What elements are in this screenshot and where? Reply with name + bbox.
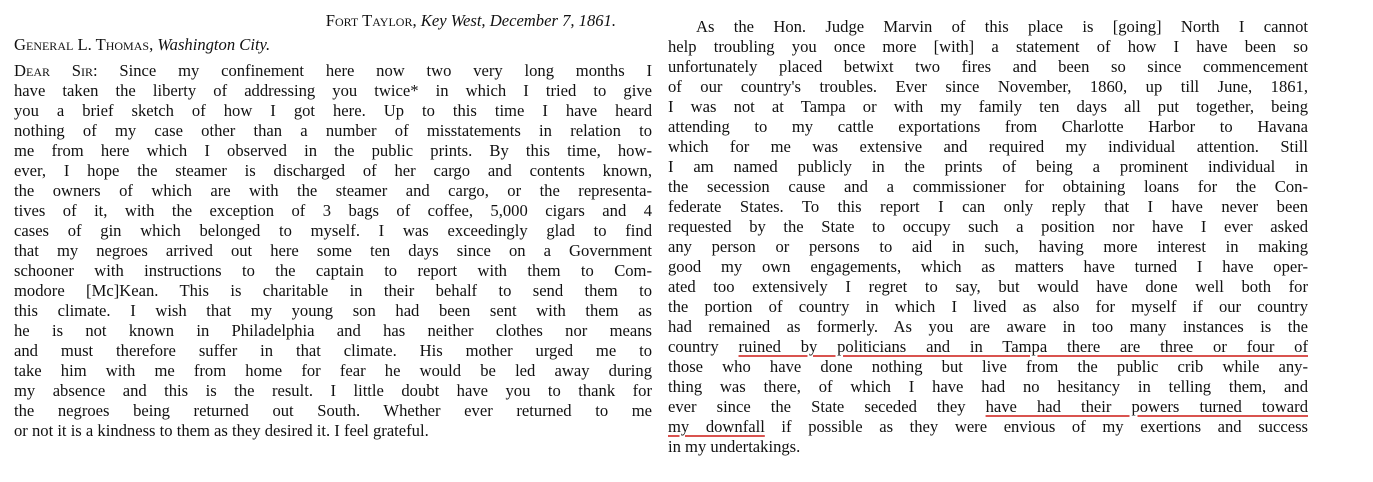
- paragraph-line: or not it is a kindness to them as they desired it. I feel grateful.: [14, 421, 429, 440]
- underlined-phrase: ruined by politicians and in Tampa there are three or four of: [738, 337, 1308, 356]
- paragraph-line: modore [Mc]Kean. This is charitable in their behalf to send them to: [14, 281, 652, 300]
- paragraph-line: nothing of my case other than a number of misstatements in relation to: [14, 121, 652, 140]
- dateline-date: Key West, December 7, 1861.: [416, 11, 616, 30]
- paragraph-line: which for me was extensive and required my individual attention. Still: [668, 137, 1308, 156]
- paragraph-line: me from here which I observed in the public prints. By this time, how-: [14, 141, 652, 160]
- underlined-phrase: have had their powers turned toward: [985, 397, 1308, 416]
- paragraph-line: he is not known in Philadelphia and has neither clothes nor means: [14, 321, 652, 340]
- paragraph-line: ever since the State seceded they have had their powers turned toward: [668, 397, 1308, 416]
- paragraph-line: had remained as formerly. As you are aware in too many instances is the: [668, 317, 1308, 336]
- paragraph-line: this climate. I wish that my young son had been sent with them as: [14, 301, 652, 320]
- paragraph-line: the owners of which are with the steamer and cargo, or the representa-: [14, 181, 652, 200]
- paragraph-line: my downfall if possible as they were envious of my exertions and success: [668, 417, 1308, 436]
- paragraph-line: in my undertakings.: [668, 437, 801, 456]
- dateline: [14, 11, 652, 31]
- paragraph-line: of our country's troubles. Ever since November, 1860, up till June, 1861,: [668, 77, 1308, 96]
- paragraph-line: cases of gin which belonged to myself. I was exceedingly glad to find: [14, 221, 652, 240]
- paragraph-line: good my own engagements, which as matters have turned I have oper-: [668, 257, 1308, 276]
- paragraph-line: tives of it, with the exception of 3 bags of coffee, 5,000 cigars and 4: [14, 201, 652, 220]
- paragraph-line: country ruined by politicians and in Tampa there are three or four of: [668, 337, 1308, 356]
- right-column: [668, 0, 1308, 482]
- paragraph-line: the secession cause and a commissioner for obtaining loans for the Con-: [668, 177, 1308, 196]
- paragraph-line: you a brief sketch of how I got here. Up to this time I have heard: [14, 101, 652, 120]
- addressee-name: General L. Thomas,: [14, 35, 154, 54]
- paragraph-line: thing was there, of which I have had no hesitancy in telling them, and: [668, 377, 1308, 396]
- paragraph-line: ated too extensively I regret to say, but would have done well both for: [668, 277, 1308, 296]
- paragraph-line: federate States. To this report I can only reply that I have never been: [668, 197, 1308, 216]
- paragraph-line: and must therefore suffer in that climate. His mother urged me to: [14, 341, 652, 360]
- paragraph-line: requested by the State to occupy such a position nor have I ever asked: [668, 217, 1308, 236]
- paragraph-line: my absence and this is the result. I little doubt have you to thank for: [14, 381, 652, 400]
- paragraph-line: have taken the liberty of addressing you twice* in which I tried to give: [14, 81, 652, 100]
- paragraph-line: the portion of country in which I lived as also for myself if our country: [668, 297, 1308, 316]
- addressee: [14, 35, 652, 55]
- paragraph-line: ever, I hope the steamer is discharged of her cargo and contents known,: [14, 161, 652, 180]
- paragraph-line: those who have done nothing but live from the public crib while any-: [668, 357, 1308, 376]
- underlined-phrase: my downfall: [668, 417, 765, 436]
- paragraph-line: Dear Sir: Since my confinement here now two very long months I: [14, 61, 652, 80]
- dateline-place: Fort Taylor,: [325, 11, 417, 30]
- paragraph-line: unfortunately placed betwixt two fires and been so since commencement: [668, 57, 1308, 76]
- addressee-city: Washington City.: [153, 35, 271, 54]
- paragraph-line: schooner with instructions to the captain to report with them to Com-: [14, 261, 652, 280]
- paragraph-line: that my negroes arrived out here some ten days since on a Government: [14, 241, 652, 260]
- left-column: [14, 0, 652, 482]
- paragraph-line: I am named publicly in the prints of being a prominent individual in: [668, 157, 1308, 176]
- paragraph-line: help troubling you once more [with] a statement of how I have been so: [668, 37, 1308, 56]
- paragraph-line: As the Hon. Judge Marvin of this place is [going] North I cannot: [696, 17, 1308, 36]
- paragraph-line: any person or persons to aid in such, having more interest in making: [668, 237, 1308, 256]
- paragraph-line: take him with me from home for fear he would be led away during: [14, 361, 652, 380]
- paragraph-line: I was not at Tampa or with my family ten days all put together, being: [668, 97, 1308, 116]
- paragraph-line: the negroes being returned out South. Whether ever returned to me: [14, 401, 652, 420]
- salutation: Dear Sir:: [14, 61, 98, 80]
- paragraph-line: attending to my cattle exportations from Charlotte Harbor to Havana: [668, 117, 1308, 136]
